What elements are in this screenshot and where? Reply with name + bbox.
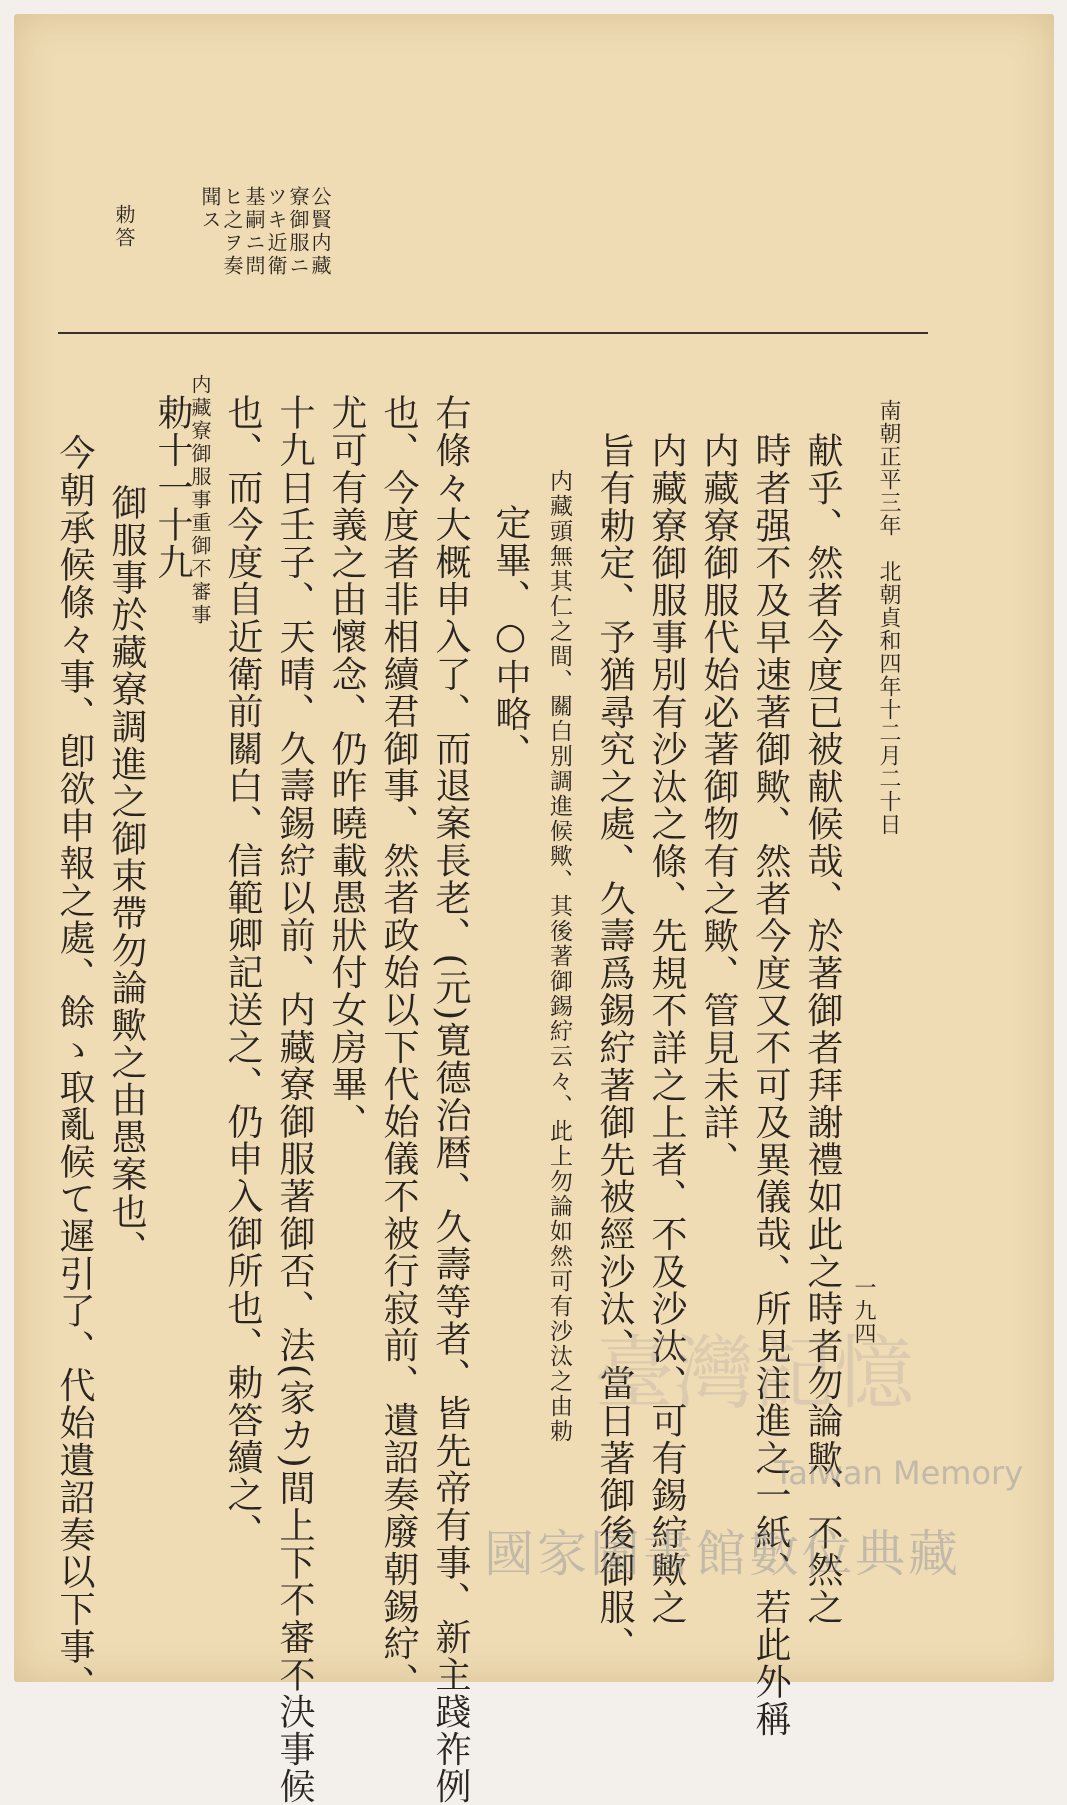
document-page: [14, 14, 1054, 1805]
body-column: 也、今度者非相續君御事、然者政始以下代始儀不被行寂前、遺詔奏廢朝錫紵、: [378, 394, 419, 1700]
marginal-note: [310, 186, 330, 278]
watermark-chinese: 國家圖書館數位典藏: [484, 1525, 961, 1583]
body-column: 時者强不及早速著御歟、然者今度又不可及異儀哉、所見注進之一紙、若此外稱: [750, 432, 791, 1738]
watermark-english: Taiwan Memory: [774, 1454, 1024, 1492]
page-number: 一九四: [851, 1276, 876, 1345]
body-column: 右條々大概申入了、而退案長老、(元)寛德治暦、久壽等者、皆先帝有事、新主踐祚例: [430, 394, 471, 1805]
marginal-note-line: ツキ近衛: [264, 186, 288, 278]
body-column: 旨有勅定、予猶尋究之處、久壽爲錫紵著御先被經沙汰、當日著御後御服、: [594, 432, 635, 1663]
watermark-logo: 臺灣記憶: [594, 1327, 914, 1420]
body-column: 今朝承候條々事、卽欲申報之處、餘ゝ取亂候て遲引了、代始遺詔奏以下事、: [54, 434, 95, 1703]
body-column: 内藏寮御服事別有沙汰之條、先規不詳之上者、不及沙汰、可有錫紵歟之: [646, 432, 687, 1626]
body-column: 尤可有義之由懷念、仍昨曉載愚狀付女房畢、: [326, 394, 367, 1140]
body-column: 献乎、然者今度已被献候哉、於著御者拜謝禮如此之時者勿論歟、不然之: [802, 432, 843, 1626]
body-column: 御服事於藏寮調進之御束帶勿論歟之由愚案也、: [106, 484, 147, 1268]
body-column-note: 内藏頭無其仁之間、關白別調進候歟、其後著御錫紵云々、此上勿論如然可有沙汰之由勅: [546, 469, 572, 1444]
horizontal-rule: [58, 332, 928, 334]
marginal-note-line: 基嗣ニ問: [242, 186, 266, 278]
body-column: 定畢、○中略、: [490, 504, 531, 771]
body-column-note: 内藏寮御服事重御不審事: [188, 374, 212, 627]
body-column: 十九日壬子、天晴、久壽錫紵以前、内藏寮御服著御否、法(家カ)間上下不審不決事候: [274, 394, 315, 1805]
marginal-note-line: 寮御服ニ: [286, 186, 310, 278]
marginal-note-line: 聞ス: [198, 186, 222, 232]
body-column: 也、而今度自近衛前關白、信範卿記送之、仍申入御所也、勅答續之、: [222, 394, 263, 1551]
body-column: 内藏寮御服代始必著御物有之歟、管見未詳、: [698, 432, 739, 1178]
marginal-note-heading: 勅答: [112, 204, 136, 250]
body-column: 勅十一十九: [152, 394, 193, 581]
running-head: 南朝正平三年 北朝貞和四年十二月二十日: [876, 399, 901, 836]
marginal-note-line: ヒ之ヲ奏: [220, 186, 244, 278]
marginal-note-line: 内藏: [308, 232, 332, 278]
marginal-note-line: 公賢: [308, 186, 332, 232]
